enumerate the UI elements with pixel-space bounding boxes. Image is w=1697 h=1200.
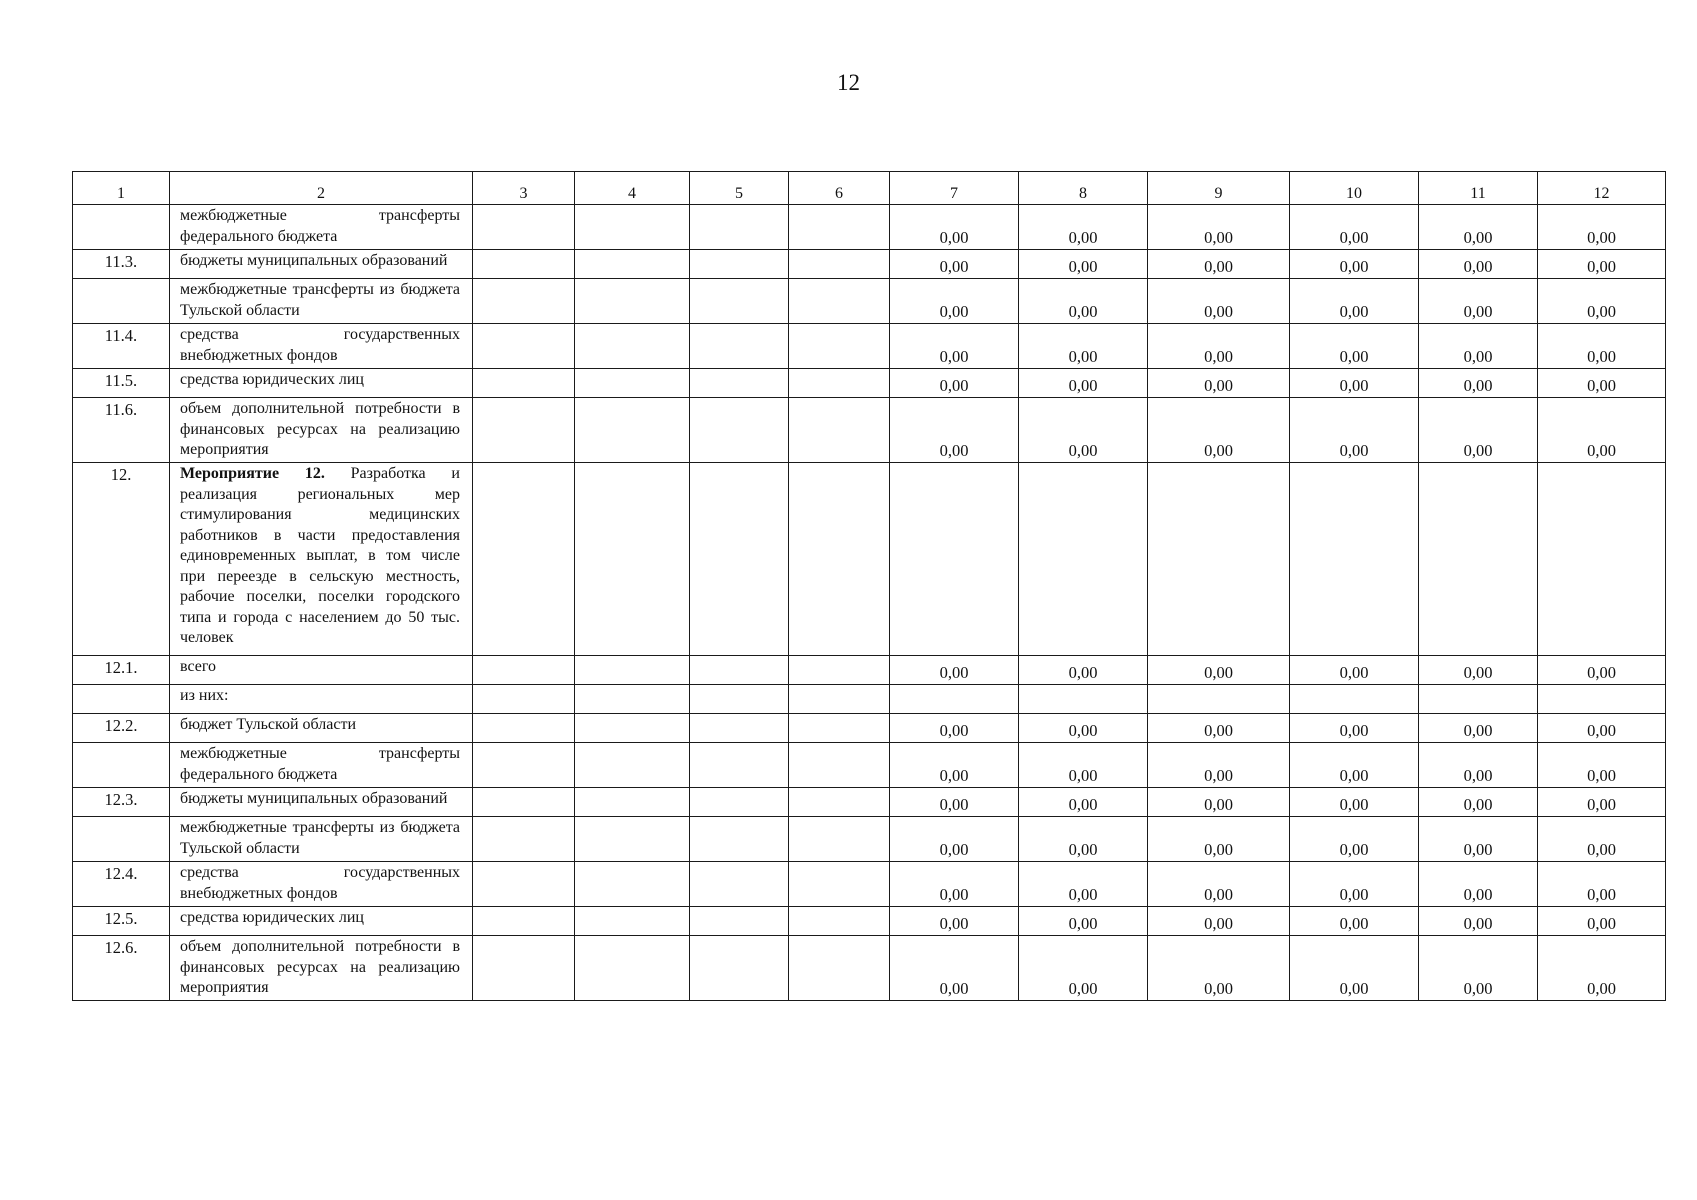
empty-cell <box>473 685 575 714</box>
value-cell: 0,00 <box>1419 656 1538 685</box>
empty-cell <box>473 398 575 463</box>
value-cell <box>1538 685 1666 714</box>
header-cell: 3 <box>473 172 575 205</box>
value-cell: 0,00 <box>1419 936 1538 1001</box>
value-cell: 0,00 <box>1148 324 1290 369</box>
table-row <box>73 279 1666 324</box>
header-cell: 7 <box>890 172 1019 205</box>
row-name: межбюджетные трансферты федерального бюджета <box>170 743 473 788</box>
header-cell: 1 <box>73 172 170 205</box>
row-name: объем дополнительной потребности в финансовых ресурсах на реализацию мероприятия <box>170 398 473 463</box>
table-row <box>73 907 1666 936</box>
value-cell: 0,00 <box>1538 324 1666 369</box>
value-cell <box>1290 685 1419 714</box>
row-number: 11.5. <box>73 369 170 398</box>
header-cell: 6 <box>789 172 890 205</box>
header-cell: 10 <box>1290 172 1419 205</box>
header-cell: 8 <box>1019 172 1148 205</box>
empty-cell <box>789 862 890 907</box>
page-number: 12 <box>837 70 860 95</box>
value-cell: 0,00 <box>1148 817 1290 862</box>
empty-cell <box>575 817 690 862</box>
empty-cell <box>690 788 789 817</box>
empty-cell <box>690 324 789 369</box>
empty-cell <box>690 463 789 656</box>
value-cell: 0,00 <box>1419 907 1538 936</box>
value-cell: 0,00 <box>890 398 1019 463</box>
value-cell <box>1290 463 1419 656</box>
value-cell: 0,00 <box>1290 817 1419 862</box>
value-cell: 0,00 <box>1290 862 1419 907</box>
row-number: 12.3. <box>73 788 170 817</box>
empty-cell <box>789 656 890 685</box>
row-number <box>73 205 170 250</box>
value-cell: 0,00 <box>1419 205 1538 250</box>
row-name: средства юридических лиц <box>170 369 473 398</box>
row-number: 11.6. <box>73 398 170 463</box>
row-name: средства государственных внебюджетных фондов <box>170 862 473 907</box>
value-cell: 0,00 <box>890 817 1019 862</box>
empty-cell <box>575 463 690 656</box>
header-cell: 12 <box>1538 172 1666 205</box>
value-cell: 0,00 <box>1419 743 1538 788</box>
value-cell: 0,00 <box>1419 279 1538 324</box>
empty-cell <box>789 205 890 250</box>
empty-cell <box>575 656 690 685</box>
empty-cell <box>575 907 690 936</box>
value-cell: 0,00 <box>1290 324 1419 369</box>
value-cell: 0,00 <box>1148 907 1290 936</box>
value-cell: 0,00 <box>1538 817 1666 862</box>
value-cell: 0,00 <box>1290 656 1419 685</box>
row-name: бюджеты муниципальных образований <box>180 790 448 807</box>
row-number: 11.3. <box>73 250 170 279</box>
value-cell: 0,00 <box>1419 817 1538 862</box>
empty-cell <box>690 656 789 685</box>
empty-cell <box>575 685 690 714</box>
value-cell: 0,00 <box>1538 936 1666 1001</box>
row-name: средства юридических лиц <box>170 907 473 936</box>
value-cell: 0,00 <box>1148 743 1290 788</box>
empty-cell <box>575 205 690 250</box>
row-number: 12.5. <box>73 907 170 936</box>
value-cell: 0,00 <box>1019 862 1148 907</box>
table-row <box>73 743 1666 788</box>
value-cell: 0,00 <box>1290 279 1419 324</box>
row-number: 11.4. <box>73 324 170 369</box>
empty-cell <box>473 907 575 936</box>
value-cell: 0,00 <box>890 743 1019 788</box>
value-cell: 0,00 <box>1148 369 1290 398</box>
value-cell <box>1538 463 1666 656</box>
row-name: межбюджетные трансферты федерального бюджета <box>170 205 473 250</box>
value-cell <box>1148 685 1290 714</box>
value-cell <box>1419 463 1538 656</box>
value-cell: 0,00 <box>1290 205 1419 250</box>
value-cell: 0,00 <box>1290 907 1419 936</box>
value-cell: 0,00 <box>1019 279 1148 324</box>
value-cell: 0,00 <box>890 714 1019 743</box>
value-cell <box>1019 685 1148 714</box>
empty-cell <box>473 369 575 398</box>
empty-cell <box>473 817 575 862</box>
value-cell: 0,00 <box>1148 279 1290 324</box>
value-cell: 0,00 <box>1019 324 1148 369</box>
row-name: всего <box>170 656 473 685</box>
header-cell: 9 <box>1148 172 1290 205</box>
empty-cell <box>690 907 789 936</box>
value-cell: 0,00 <box>1538 279 1666 324</box>
empty-cell <box>789 743 890 788</box>
table-row <box>73 714 1666 743</box>
empty-cell <box>575 788 690 817</box>
empty-cell <box>690 817 789 862</box>
value-cell: 0,00 <box>1019 250 1148 279</box>
empty-cell <box>575 936 690 1001</box>
empty-cell <box>789 714 890 743</box>
empty-cell <box>575 250 690 279</box>
value-cell: 0,00 <box>1419 398 1538 463</box>
empty-cell <box>690 862 789 907</box>
empty-cell <box>575 714 690 743</box>
row-number: 12. <box>73 463 170 656</box>
value-cell: 0,00 <box>1019 817 1148 862</box>
empty-cell <box>690 398 789 463</box>
value-cell: 0,00 <box>1019 369 1148 398</box>
header-cell: 2 <box>170 172 473 205</box>
row-name: бюджеты муниципальных образований <box>180 252 448 269</box>
empty-cell <box>690 369 789 398</box>
value-cell: 0,00 <box>890 788 1019 817</box>
value-cell: 0,00 <box>1019 398 1148 463</box>
row-name-cell <box>170 250 473 279</box>
table-row <box>73 862 1666 907</box>
empty-cell <box>473 205 575 250</box>
value-cell: 0,00 <box>890 369 1019 398</box>
row-name-cell <box>170 463 473 656</box>
value-cell: 0,00 <box>1290 398 1419 463</box>
table-row <box>73 369 1666 398</box>
empty-cell <box>575 279 690 324</box>
value-cell: 0,00 <box>1148 936 1290 1001</box>
value-cell <box>890 463 1019 656</box>
table-row <box>73 685 1666 714</box>
value-cell: 0,00 <box>1148 250 1290 279</box>
value-cell: 0,00 <box>1148 862 1290 907</box>
value-cell: 0,00 <box>1419 788 1538 817</box>
row-name-bold: Мероприятие 12. <box>180 465 325 482</box>
table-row <box>73 250 1666 279</box>
value-cell: 0,00 <box>890 907 1019 936</box>
row-number: 12.1. <box>73 656 170 685</box>
table-header-row <box>73 172 1666 205</box>
value-cell: 0,00 <box>1019 788 1148 817</box>
empty-cell <box>690 936 789 1001</box>
table-row <box>73 324 1666 369</box>
table-row <box>73 788 1666 817</box>
empty-cell <box>690 250 789 279</box>
table-row <box>73 398 1666 463</box>
row-name-cell <box>170 788 473 817</box>
value-cell: 0,00 <box>1419 862 1538 907</box>
empty-cell <box>473 862 575 907</box>
value-cell: 0,00 <box>1290 936 1419 1001</box>
empty-cell <box>473 788 575 817</box>
row-number <box>73 279 170 324</box>
empty-cell <box>473 250 575 279</box>
value-cell <box>890 685 1019 714</box>
empty-cell <box>575 862 690 907</box>
empty-cell <box>789 936 890 1001</box>
value-cell <box>1148 463 1290 656</box>
empty-cell <box>473 463 575 656</box>
empty-cell <box>789 788 890 817</box>
value-cell: 0,00 <box>1148 398 1290 463</box>
value-cell: 0,00 <box>1538 656 1666 685</box>
header-cell: 11 <box>1419 172 1538 205</box>
empty-cell <box>789 463 890 656</box>
row-number: 12.6. <box>73 936 170 1001</box>
empty-cell <box>789 324 890 369</box>
value-cell: 0,00 <box>1290 369 1419 398</box>
empty-cell <box>575 743 690 788</box>
empty-cell <box>690 205 789 250</box>
row-name: из них: <box>170 685 473 714</box>
empty-cell <box>690 279 789 324</box>
table-row <box>73 817 1666 862</box>
value-cell: 0,00 <box>1538 714 1666 743</box>
value-cell: 0,00 <box>1019 907 1148 936</box>
value-cell: 0,00 <box>1019 936 1148 1001</box>
empty-cell <box>473 743 575 788</box>
value-cell: 0,00 <box>890 656 1019 685</box>
empty-cell <box>473 936 575 1001</box>
value-cell <box>1419 685 1538 714</box>
value-cell: 0,00 <box>1290 743 1419 788</box>
value-cell: 0,00 <box>1538 788 1666 817</box>
empty-cell <box>575 324 690 369</box>
budget-table <box>72 171 1666 1001</box>
empty-cell <box>690 685 789 714</box>
value-cell: 0,00 <box>1148 656 1290 685</box>
value-cell: 0,00 <box>1538 907 1666 936</box>
header-cell: 5 <box>690 172 789 205</box>
row-name: межбюджетные трансферты из бюджета Тульской области <box>170 817 473 862</box>
value-cell: 0,00 <box>1538 398 1666 463</box>
empty-cell <box>789 817 890 862</box>
row-name: объем дополнительной потребности в финансовых ресурсах на реализацию мероприятия <box>170 936 473 1001</box>
value-cell: 0,00 <box>1148 205 1290 250</box>
row-number <box>73 817 170 862</box>
header-cell: 4 <box>575 172 690 205</box>
empty-cell <box>789 279 890 324</box>
value-cell: 0,00 <box>890 250 1019 279</box>
value-cell: 0,00 <box>1290 788 1419 817</box>
value-cell: 0,00 <box>890 936 1019 1001</box>
value-cell: 0,00 <box>1290 714 1419 743</box>
value-cell: 0,00 <box>890 279 1019 324</box>
value-cell: 0,00 <box>1419 250 1538 279</box>
table-row <box>73 463 1666 656</box>
empty-cell <box>690 714 789 743</box>
value-cell: 0,00 <box>1019 205 1148 250</box>
value-cell <box>1019 463 1148 656</box>
empty-cell <box>473 324 575 369</box>
value-cell: 0,00 <box>1148 714 1290 743</box>
value-cell: 0,00 <box>1538 205 1666 250</box>
empty-cell <box>473 279 575 324</box>
value-cell: 0,00 <box>1019 656 1148 685</box>
empty-cell <box>473 656 575 685</box>
table-row <box>73 656 1666 685</box>
row-number <box>73 743 170 788</box>
value-cell: 0,00 <box>1019 714 1148 743</box>
value-cell: 0,00 <box>890 205 1019 250</box>
row-name: Разработка и реализация региональных мер стимулирования медицинских работников в части предоставления единовременных выплат, в том числе при переезде в сельскую местность, рабочие поселки, поселки городского типа и города с населением до 50 тыс. человек <box>180 465 460 646</box>
value-cell: 0,00 <box>1019 743 1148 788</box>
empty-cell <box>575 398 690 463</box>
value-cell: 0,00 <box>1538 369 1666 398</box>
table-row <box>73 936 1666 1001</box>
table-row <box>73 205 1666 250</box>
empty-cell <box>789 250 890 279</box>
value-cell: 0,00 <box>890 862 1019 907</box>
empty-cell <box>473 714 575 743</box>
row-number: 12.2. <box>73 714 170 743</box>
empty-cell <box>575 369 690 398</box>
empty-cell <box>789 369 890 398</box>
value-cell: 0,00 <box>1538 862 1666 907</box>
value-cell: 0,00 <box>1538 250 1666 279</box>
value-cell: 0,00 <box>1148 788 1290 817</box>
value-cell: 0,00 <box>890 324 1019 369</box>
empty-cell <box>789 907 890 936</box>
value-cell: 0,00 <box>1538 743 1666 788</box>
row-name: межбюджетные трансферты из бюджета Тульской области <box>170 279 473 324</box>
value-cell: 0,00 <box>1419 369 1538 398</box>
empty-cell <box>789 398 890 463</box>
value-cell: 0,00 <box>1290 250 1419 279</box>
value-cell: 0,00 <box>1419 324 1538 369</box>
value-cell: 0,00 <box>1419 714 1538 743</box>
row-number: 12.4. <box>73 862 170 907</box>
empty-cell <box>789 685 890 714</box>
empty-cell <box>690 743 789 788</box>
row-name: бюджет Тульской области <box>170 714 473 743</box>
row-name: средства государственных внебюджетных фондов <box>170 324 473 369</box>
row-number <box>73 685 170 714</box>
